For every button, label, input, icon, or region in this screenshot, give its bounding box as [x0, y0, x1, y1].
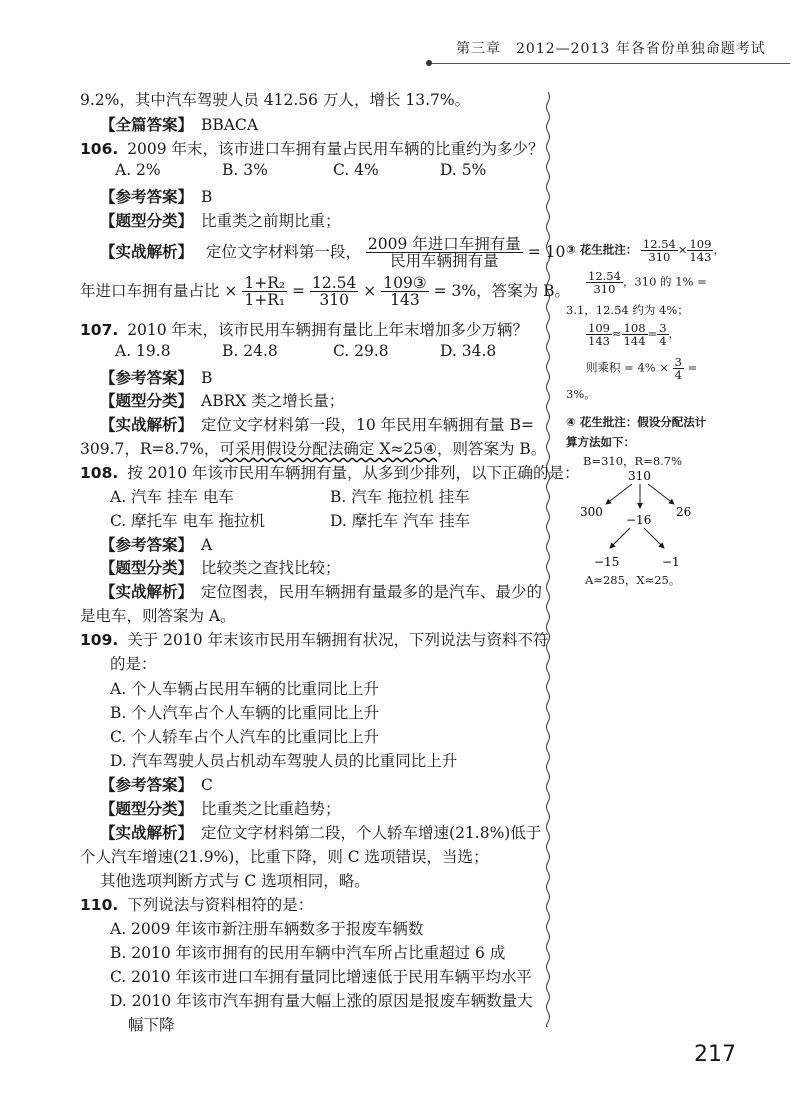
fraction-numerator: 109 [689, 237, 712, 251]
type-tag: 【题型分类】 [100, 392, 194, 410]
type-line [100, 389, 344, 411]
side-note-4-line-1: ④ 花生批注：假设分配法计 [566, 415, 707, 429]
arrow [644, 528, 664, 548]
tree-node-bottom-right: −1 [662, 555, 680, 569]
side-note-mark: ③ 花生批注： [566, 242, 638, 257]
question-text: 按 2010 年该市民用车辆拥有量，从多到少排列，以下正确的是： [127, 464, 580, 482]
option-c: C. 摩托车 电车 拖拉机 [110, 512, 266, 530]
option-d-continued: 幅下降 [128, 1016, 175, 1034]
side-note-3-line-4 [586, 322, 680, 347]
analysis-line-2: 是电车，则答案为 A。 [80, 607, 236, 625]
answer-value: B [201, 188, 213, 206]
answer-tag: 【参考答案】 [100, 776, 194, 794]
answer-value: A [201, 536, 213, 554]
fraction-denominator: 143 [390, 291, 420, 310]
header-rule [430, 63, 790, 64]
analysis-text: = 10 [527, 242, 566, 261]
side-note-4-line-3: B=310，R=8.7% [583, 454, 683, 468]
side-note-4-line-2: 算方法如下： [566, 435, 635, 449]
intro-line: 9.2%，其中汽车驾驶人员 412.56 万人，增长 13.7%。 [80, 91, 471, 109]
analysis-text: 定位文字材料第一段， [205, 242, 361, 261]
option-b: B. 24.8 [222, 342, 278, 360]
analysis-line-1 [100, 821, 541, 843]
answer-tag: 【参考答案】 [100, 188, 194, 206]
allocation-tree-diagram [560, 468, 760, 573]
side-note-3-line-6: 3%。 [566, 387, 596, 401]
analysis-tag: 【实战解析】 [100, 416, 194, 434]
fraction [586, 322, 612, 347]
analysis-tag: 【实战解析】 [100, 242, 194, 261]
question-text: 的是： [110, 655, 157, 673]
analysis-text: 定位文字材料第一段，10 年民用车辆拥有量 B= [201, 416, 534, 434]
analysis-text: 年进口车拥有量占比 × [80, 281, 238, 300]
fraction [673, 356, 684, 381]
answer-tag: 【参考答案】 [100, 369, 194, 387]
fraction-numerator: 3 [659, 321, 667, 335]
fraction-denominator: 民用车辆拥有量 [390, 252, 499, 271]
fraction-numerator: 2009 年进口车拥有量 [367, 235, 521, 253]
fraction [687, 238, 713, 263]
option-a: A. 19.8 [115, 342, 171, 360]
side-note-3-line-5 [586, 356, 697, 381]
fraction-numerator: 12.54 [311, 274, 357, 292]
fraction [242, 275, 287, 309]
tree-node-left: 300 [580, 505, 603, 519]
fraction [586, 270, 623, 295]
option-a: A. 个人车辆占民用车辆的比重同比上升 [110, 680, 380, 698]
option-d: D. 5% [440, 161, 487, 179]
option-b: B. 2010 年该市拥有的民用车辆中汽车所占比重超过 6 成 [110, 944, 506, 962]
fraction-numerator: 109 [588, 321, 610, 335]
question-110-stem [80, 893, 313, 915]
tree-node-mid: −16 [626, 513, 652, 527]
option-c: C. 2010 年该市进口车拥有量同比增速低于民用车辆平均水平 [110, 968, 533, 986]
side-note-text: 则乘积 = 4% × [586, 360, 669, 375]
answer-tag: 【参考答案】 [100, 536, 194, 554]
option-a: A. 2009 年该市新注册车辆数多于报废车辆数 [110, 920, 424, 938]
fraction [366, 236, 523, 270]
fraction-denominator: 143 [588, 334, 610, 349]
type-line [100, 797, 341, 819]
fraction [381, 275, 428, 309]
side-note-text: ，310 的 1% = [622, 274, 707, 289]
side-note-3-line-3: 3.1，12.54 约为 4%； [566, 303, 689, 317]
fraction-numerator: 109③ [383, 274, 427, 292]
question-text: 2010 年末，该市民用车辆拥有量比上年末增加多少万辆？ [127, 321, 529, 339]
option-c: C. 个人轿车占个人汽车的比重同比上升 [110, 728, 380, 746]
type-value: 比重类之比重趋势； [201, 800, 341, 818]
side-note-3-line-2 [586, 270, 707, 295]
analysis-line-2: 个人汽车增速(21.9%)，比重下降，则 C 选项错误，当选； [80, 848, 489, 866]
page-number: 217 [694, 1042, 736, 1067]
fraction-numerator: 12.54 [642, 237, 676, 251]
answer-value: C [201, 776, 213, 794]
times-sign: × [677, 242, 688, 257]
option-d: D. 34.8 [440, 342, 497, 360]
side-note-4-result: A≈285，X≈25。 [585, 573, 681, 587]
option-d: D. 摩托车 汽车 挂车 [330, 512, 471, 530]
fraction-denominator: 4 [659, 334, 667, 349]
fraction-numerator: 3 [674, 355, 682, 369]
fraction [310, 275, 358, 309]
analysis-line-1 [100, 236, 565, 270]
option-d: D. 汽车驾驶人员占机动车驾驶人员的比重同比上升 [110, 752, 458, 770]
full-answer-value: BBACA [201, 116, 259, 134]
fraction-denominator: 143 [689, 250, 712, 265]
type-value: ABRX 类之增长量； [201, 392, 345, 410]
option-a: A. 2% [115, 161, 161, 179]
analysis-tag: 【实战解析】 [100, 824, 194, 842]
equals-sign: = [647, 326, 658, 341]
comma: ， [668, 326, 681, 341]
analysis-text: 定位图表，民用车辆拥有量最多的是汽车、最少的 [201, 583, 543, 601]
analysis-text: 定位文字材料第二段，个人轿车增速(21.8%)低于 [201, 824, 542, 842]
option-c: C. 29.8 [333, 342, 389, 360]
answer-line [100, 185, 212, 207]
question-text: 关于 2010 年末该市民用车辆拥有状况，下列说法与资料不符 [127, 631, 549, 649]
analysis-text: 309.7，R=8.7%， [80, 440, 220, 458]
type-tag: 【题型分类】 [100, 212, 194, 230]
analysis-line-1 [100, 413, 534, 435]
question-number: 107. [80, 321, 119, 339]
arrow [610, 528, 630, 548]
tree-node-right: 26 [676, 505, 692, 519]
question-number: 109. [80, 631, 119, 649]
option-b: B. 汽车 拖拉机 挂车 [330, 488, 470, 506]
equals-sign: = [687, 360, 698, 375]
fraction-denominator: 1+R₁ [244, 291, 286, 310]
answer-line [100, 773, 213, 795]
question-108-stem [80, 461, 580, 483]
fraction [622, 322, 648, 347]
fraction-denominator: 310 [648, 250, 671, 265]
answer-line [100, 366, 212, 388]
analysis-line-3: 其他选项判断方式与 C 选项相同，略。 [100, 872, 370, 890]
question-107-stem [80, 318, 528, 340]
fraction-numerator: 12.54 [588, 269, 621, 283]
option-b: B. 3% [222, 161, 268, 179]
fraction-denominator: 310 [593, 282, 616, 297]
answer-value: B [201, 369, 213, 387]
fraction-denominator: 144 [623, 334, 646, 349]
option-b: B. 个人汽车占个人车辆的比重同比上升 [110, 704, 380, 722]
analysis-line-2 [80, 437, 546, 459]
answer-line [100, 533, 212, 555]
option-c: C. 4% [333, 161, 379, 179]
type-value: 比重类之前期比重； [201, 212, 341, 230]
option-a: A. 汽车 挂车 电车 [110, 488, 234, 506]
header-dot [426, 60, 432, 66]
analysis-line-1 [100, 580, 542, 602]
question-106-stem [80, 137, 544, 159]
type-line [100, 556, 341, 578]
fraction [657, 322, 668, 347]
question-109-stem [80, 628, 549, 650]
question-text: 2009 年末，该市进口车拥有量占民用车辆的比重约为多少？ [127, 140, 544, 158]
analysis-text: = 3%，答案为 B。 [433, 281, 570, 300]
column-divider [545, 92, 551, 1027]
side-note-3-line-1 [566, 238, 725, 263]
analysis-tag: 【实战解析】 [100, 583, 194, 601]
underlined-text: 可采用假设分配法确定 X≈25④ [219, 440, 437, 458]
full-answer-line [100, 113, 258, 135]
analysis-line-2: 年进口车拥有量占比 × $\frac{\text{1+R₂}}{\text{1+R₁}}$ = $\frac{12.54}{310}$ × $\frac{\text{109③}}{143}$ = 3%，答案为 B。 [80, 274, 570, 310]
type-tag: 【题型分类】 [100, 559, 194, 577]
option-d: D. 2010 年该市汽车拥有量大幅上涨的原因是报废车辆数量大 [110, 992, 533, 1010]
tree-node-top: 310 [628, 469, 651, 483]
fraction-denominator: 310 [319, 291, 349, 310]
arrow [606, 484, 632, 504]
fraction-denominator: 4 [674, 368, 682, 383]
full-answer-tag: 【全篇答案】 [100, 116, 194, 134]
question-number: 106. [80, 140, 119, 158]
tree-node-bottom-left: −15 [594, 555, 620, 569]
fraction [641, 238, 678, 263]
question-text: 下列说法与资料相符的是： [127, 896, 314, 914]
question-number: 110. [80, 896, 119, 914]
type-line [100, 209, 341, 231]
approx-sign: ≈ [611, 326, 622, 341]
fraction-numerator: 108 [623, 321, 646, 335]
analysis-text: ，则答案为 B。 [437, 440, 547, 458]
arrow [648, 484, 674, 504]
running-header: 第三章 2012—2013 年各省份单独命题考试 [456, 41, 766, 57]
question-number: 108. [80, 464, 119, 482]
type-value: 比较类之查找比较； [201, 559, 341, 577]
type-tag: 【题型分类】 [100, 800, 194, 818]
comma: ， [713, 242, 725, 257]
fraction-numerator: 1+R₂ [244, 274, 286, 292]
